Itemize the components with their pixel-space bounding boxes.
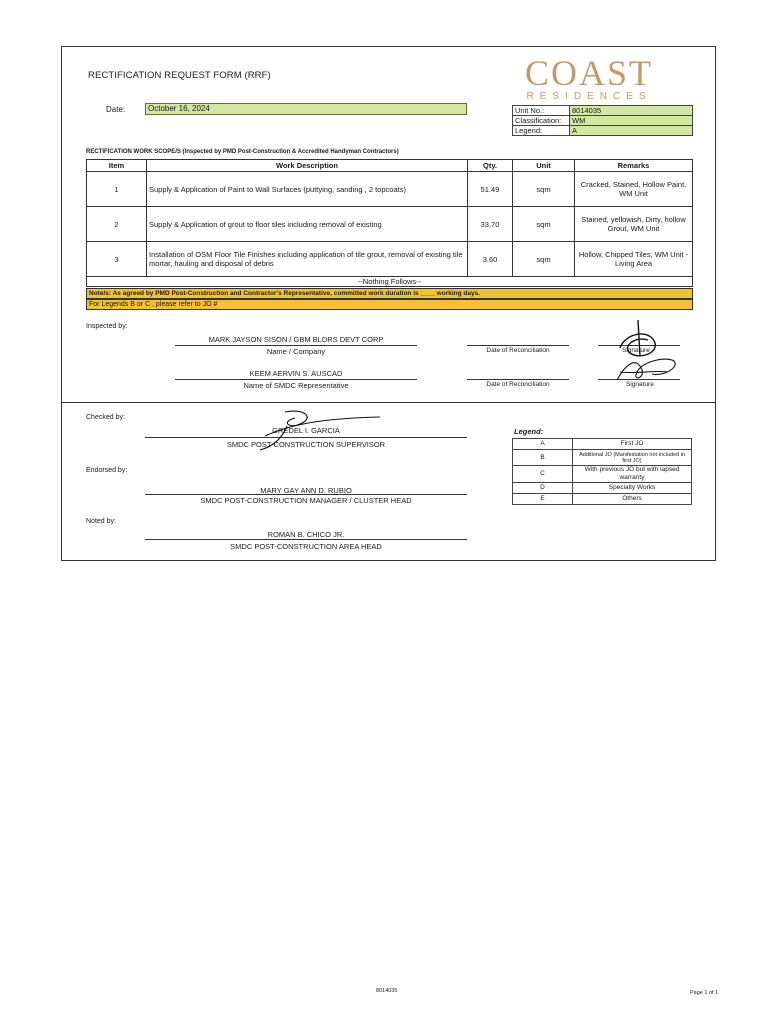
legend-code: A (513, 439, 573, 450)
date-recon-label-1: Date of Reconciliation (486, 347, 550, 354)
unit-cell: sqm (513, 242, 575, 277)
legend-row (513, 450, 692, 466)
endorsed-line (145, 494, 467, 495)
work-duration-note: Note/s: As agreed by PMD Post-Construction and Contractor's Representative, committed work duration is ____ working days. (86, 288, 693, 299)
item-cell: 1 (87, 172, 147, 207)
classification-value[interactable]: WM (570, 116, 693, 126)
endorsed-title: SMDC POST-CONSTRUCTION MANAGER / CLUSTER HEAD (200, 496, 412, 505)
unit-info-row (513, 116, 693, 126)
table-row (87, 207, 693, 242)
table-row (87, 172, 693, 207)
signature-label-2: Signature (626, 381, 654, 388)
checked-by-label: Checked by: (86, 414, 125, 421)
legend-desc: Additional JO (Manifestation not included in first JO) (573, 450, 692, 466)
col-unit: Unit (513, 160, 575, 172)
inspected-by-label: Inspected by: (86, 323, 128, 330)
date-recon-label-2: Date of Reconciliation (486, 381, 550, 388)
smdc-rep-line (175, 379, 417, 380)
legend-title: Legend: (514, 427, 544, 436)
logo-sub-text: RESIDENCES (526, 91, 652, 102)
legend-code: D (513, 483, 573, 494)
nothing-follows: --Nothing Follows-- (87, 277, 693, 287)
inspector-caption: Name / Company (266, 347, 326, 356)
classification-label: Classification: (513, 116, 570, 126)
signature-label-1: Signature (622, 347, 650, 354)
legend-code: B (513, 450, 573, 466)
coast-logo (514, 55, 664, 102)
unit-cell: sqm (513, 172, 575, 207)
col-qty: Qty. (468, 160, 513, 172)
legend-value[interactable]: A (570, 126, 693, 136)
footer-unit-code: 8014035 (376, 988, 398, 994)
table-row (87, 242, 693, 277)
col-work-description: Work Description (147, 160, 468, 172)
endorsed-by-label: Endorsed by: (86, 467, 128, 474)
noted-title: SMDC POST-CONSTRUCTION AREA HEAD (230, 542, 382, 551)
section-divider (61, 402, 716, 403)
logo-main-text: COAST (524, 53, 654, 93)
unit-no-label: Unit No.: (513, 106, 570, 116)
scope-table (86, 159, 693, 287)
unit-cell: sqm (513, 207, 575, 242)
noted-name: ROMAN B. CHICO JR. (267, 530, 345, 539)
unit-info-box (512, 105, 693, 136)
legend-table (512, 438, 692, 505)
form-title: RECTIFICATION REQUEST FORM (RRF) (88, 70, 271, 81)
legend-jo-note: For Legends B or C , please refer to JO # (86, 299, 693, 310)
legend-desc: First JO (573, 439, 692, 450)
endorsed-name: MARY GAY ANN D. RUBIO (260, 486, 352, 495)
checked-signature-mark (225, 404, 385, 454)
item-cell: 2 (87, 207, 147, 242)
col-remarks: Remarks (575, 160, 693, 172)
noted-line (145, 539, 467, 540)
legend-desc: Specialty Works (573, 483, 692, 494)
noted-by-label: Noted by: (86, 518, 116, 525)
legend-code: E (513, 494, 573, 505)
date-recon-line-2 (467, 379, 569, 380)
legend-code: C (513, 466, 573, 483)
scope-heading: RECTIFICATION WORK SCOPE/S (Inspected by PMD Post-Construction & Accredited Handyman Contractors) (86, 149, 399, 155)
smdc-rep-caption: Name of SMDC Representative (243, 381, 349, 390)
desc-cell: Supply & Application of Paint to Wall Surfaces (puttying, sanding , 2 topcoats) (147, 172, 468, 207)
date-field[interactable]: October 16, 2024 (145, 103, 467, 115)
inspector-name: MARK JAYSON SISON / GBM BLDRS DEVT CORP (208, 335, 384, 344)
scope-header-row (87, 160, 693, 172)
inspector-line (175, 345, 417, 346)
smdc-rep-name: KEEM AERVIN S. AUSCAD (249, 369, 343, 378)
smdc-rep-signature-mark (612, 352, 687, 387)
legend-row (513, 494, 692, 505)
legend-row (513, 483, 692, 494)
col-item: Item (87, 160, 147, 172)
unit-info-row (513, 126, 693, 136)
legend-desc: Others (573, 494, 692, 505)
legend-label: Legend: (513, 126, 570, 136)
footer-page-number: Page 1 of 1 (690, 990, 719, 996)
remarks-cell: Stained, yellowish, Dirty, hollow Grout, WM Unit (575, 207, 693, 242)
checked-name: GREDEL I. GARCIA (272, 426, 340, 435)
legend-row (513, 466, 692, 483)
unit-info-row (513, 106, 693, 116)
desc-cell: Installation of OSM Floor Tile Finishes including application of tile grout, removal of existing tile mortar, hauling and disposal of debris (147, 242, 468, 277)
legend-row (513, 439, 692, 450)
nothing-follows-row (87, 277, 693, 287)
remarks-cell: Cracked, Stained, Hollow Paint, WM Unit (575, 172, 693, 207)
qty-cell: 33.70 (468, 207, 513, 242)
date-label: Date: (106, 105, 126, 114)
remarks-cell: Hollow, Chipped Tiles, WM Unit - Living Area (575, 242, 693, 277)
date-recon-line-1 (467, 345, 569, 346)
item-cell: 3 (87, 242, 147, 277)
checked-title: SMDC POST-CONSTRUCTION SUPERVISOR (226, 440, 386, 449)
unit-no-value[interactable]: 8014035 (570, 106, 693, 116)
qty-cell: 51.49 (468, 172, 513, 207)
legend-desc: With previous JO but with lapsed warranty (573, 466, 692, 483)
qty-cell: 3.60 (468, 242, 513, 277)
desc-cell: Supply & Application of grout to floor tiles including removal of existing (147, 207, 468, 242)
